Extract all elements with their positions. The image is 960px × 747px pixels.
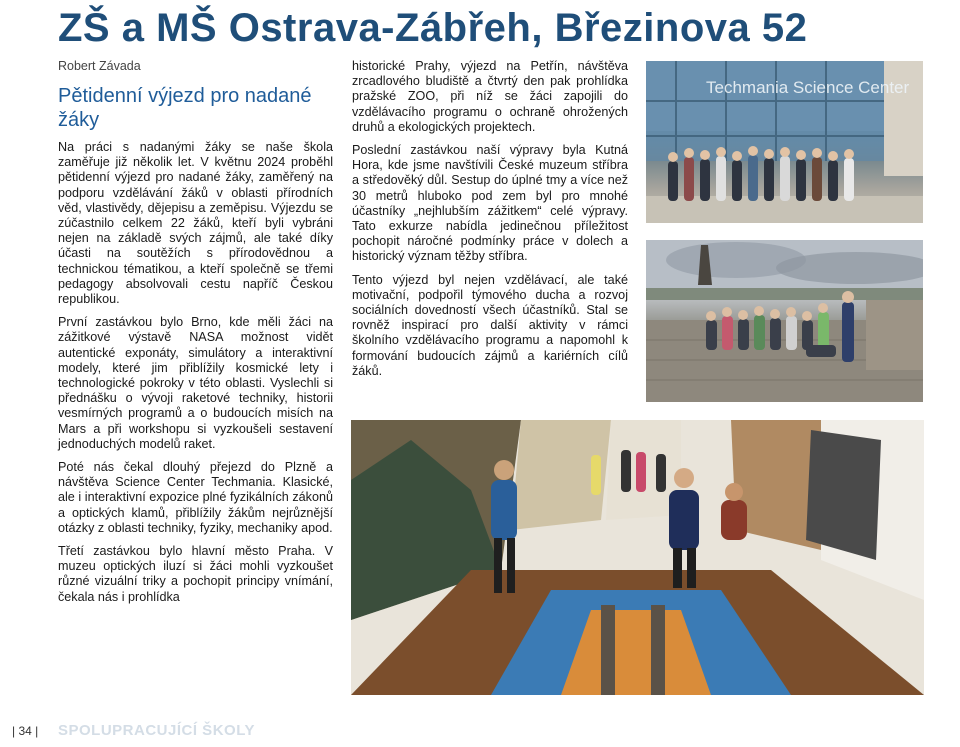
- photo-museum-illustration: [351, 420, 924, 695]
- text-column-middle: [352, 59, 628, 387]
- page-title: ZŠ a MŠ Ostrava-Zábřeh, Březinova 52: [58, 6, 808, 50]
- photo-illusion-museum: [351, 420, 924, 695]
- page-number: | 34 |: [12, 724, 39, 738]
- photo-techmania-group: [646, 61, 923, 223]
- paragraph: Třetí zastávkou bylo hlavní město Praha. V muzeu optických iluzí si žáci mohli vyzkoušet různé vizuální triky a pochopit principy vnímání, čekala nás i prohlídka: [58, 544, 333, 604]
- photo-charles-bridge-group: [646, 240, 923, 402]
- article-subtitle: Pětidenní výjezd pro nadané žáky: [58, 85, 312, 131]
- paragraph: Poslední zastávkou naší výpravy byla Kutná Hora, kde jsme navštívili České muzeum stříbra a středověký důl. Sestup do úplné tmy a více než 30 metrů hluboko pod zem byl pro mnohé účastníky „nejhlubším zážitkem“ celé výpravy. Tato exkurze nabídla jedinečnou příležitost pochopit náročné podmínky práce v dolech a historický význam těžby stříbra.: [352, 143, 628, 264]
- paragraph: Na práci s nadanými žáky se naše škola zaměřuje již několik let. V květnu 2024 proběhl pětidenní výjezd pro nadané žáky, zaměřený na podporu vzdělávání žáků v oblasti přírodních věd, vlastivědy, dějepisu a zeměpisu. Výjezdu se zúčastnilo celkem 22 žáků, kteří byli vybráni nejen na základě svých zájmů, ale také díky účasti na soutěžích s přírodovědnou a technickou tématikou, a kteří společně se třemi pedagogy absolvovali cestu napříč Českou republikou.: [58, 140, 333, 307]
- author: Robert Závada: [58, 59, 141, 73]
- paragraph: První zastávkou bylo Brno, kde měli žáci na zážitkové výstavě NASA možnost vidět autentické exponáty, simulátory a interaktivní modely, které jim přiblížily kosmické lety i technologické pokroky v této oblasti. Vyslechli si přednášku o vývoji raketové techniky, historii vesmírných programů a o budoucích misích na Mars a při workshopu si vyzkoušeli sestavení jednoduchých modelů raket.: [58, 315, 333, 451]
- techmania-sign: Techmania Science Center: [706, 78, 910, 97]
- paragraph: Tento výjezd byl nejen vzdělávací, ale také motivační, podpořil týmového ducha a rozvoj sociálních dovedností všech účastníků. Stal se rovněž inspirací pro další aktivity v rámci školního vzdělávacího programu a napomohl k formování budoucích zájmů a kariérních cílů žáků.: [352, 272, 628, 378]
- section-label: SPOLUPRACUJÍCÍ ŠKOLY: [58, 722, 255, 739]
- photo-bridge-illustration: [646, 240, 923, 402]
- paragraph: Poté nás čekal dlouhý přejezd do Plzně a návštěva Science Center Techmania. Klasické, ale i interaktivní expozice plné fyzikálních zákonů a optických klamů, přiblížily žákům nejrůznější otázky z oblasti techniky, fyziky, mechaniky apod.: [58, 460, 333, 535]
- photo-techmania-illustration: [646, 61, 923, 223]
- text-column-left: [58, 140, 333, 613]
- paragraph: historické Prahy, výjezd na Petřín, návštěva zrcadlového bludiště a čtvrtý den pak prohlídka pražské ZOO, při níž se žáci zapojili do vzdělávacího programu o ochraně ohrožených druhů a ekologických projektech.: [352, 59, 628, 134]
